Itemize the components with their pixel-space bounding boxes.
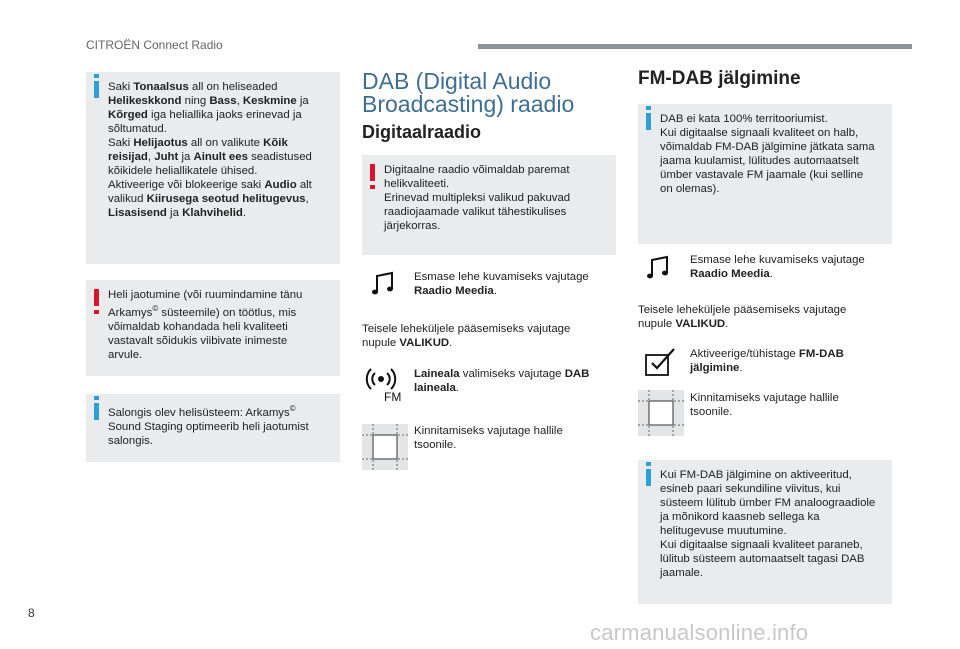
info-text: DAB ei kata 100% territooriumist. Kui digitaalse signaali kvaliteet on halb, võimaldab FM-DAB jälgimine jätkata sama jaama kuulamist, lülitudes automaatselt ümber vastavale FM jaamale (kui selline on olemas).: [660, 113, 875, 195]
warning-text: Digitaalne raadio võimaldab paremat helikvaliteeti. Erinevad multipleksi valikud pakuvad raadiojaamade valikut tähestikulises järjekorras.: [384, 164, 571, 232]
info-icon: [94, 403, 99, 420]
info-icon: [646, 469, 651, 486]
section-title-fm-dab: FM-DAB jälgimine: [638, 68, 801, 89]
warning-icon: [370, 164, 375, 181]
info-box-tone: [86, 72, 340, 264]
fm-label: FM: [384, 390, 402, 404]
warning-text: Heli jaotumine (või ruumindamine tänu Arkamys© süsteemile) on töötlus, mis võimaldab kohandada heli kvaliteeti vastavalt sõidukis viibivate inimeste arvule.: [108, 289, 303, 361]
step-options: Teisele leheküljele pääsemiseks vajutage nupule VALIKUD.: [362, 323, 571, 349]
grey-zone-icon[interactable]: [362, 424, 408, 470]
info-box-arkamys: [86, 394, 340, 462]
radio-waves-fm-icon[interactable]: [364, 364, 404, 404]
info-text: Salongis olev helisüsteem: Arkamys© Sound Staging optimeerib heli jaotumist salongis.: [108, 404, 309, 447]
header-title: CITROËN Connect Radio: [86, 38, 223, 52]
step-confirm: Kinnitamiseks vajutage hallile tsoonile.: [690, 392, 839, 418]
music-note-icon[interactable]: [370, 270, 398, 298]
header-bar: [478, 44, 912, 49]
warning-box-digital-radio: [362, 155, 616, 255]
warning-box-sound-distribution: [86, 280, 340, 376]
info-icon: [646, 113, 651, 130]
step-confirm: Kinnitamiseks vajutage hallile tsoonile.: [414, 425, 563, 451]
step-radio-media: Esmase lehe kuvamiseks vajutage Raadio Meedia.: [690, 254, 865, 280]
warning-icon: [94, 289, 99, 306]
section-title-dab: DAB (Digital Audio Broadcasting) raadio: [362, 68, 575, 117]
step-fm-dab-toggle: Aktiveerige/tühistage FM-DAB jälgimine.: [690, 348, 844, 374]
info-box-dab-coverage: [638, 104, 892, 244]
step-band: Laineala valimiseks vajutage DAB laineala.: [414, 368, 590, 394]
watermark: carmanualsonline.info: [590, 620, 809, 645]
info-icon: [94, 81, 99, 98]
page-number: 8: [28, 606, 35, 620]
info-text: Saki Tonaalsus all on heliseaded Helikeskkond ning Bass, Keskmine ja Kõrged iga heliallika jaoks erinevad ja sõltumatud. Saki Helijaotus all on valikute Kõik reisijad, Juht ja Ainult ees seadistused kõikidele heliallikatele ühised. Aktiveerige või blokeerige saki Audio alt valikud Kiirusega seotud helitugevus, Lisasisend ja Klahvihelid.: [108, 81, 312, 219]
subsection-title-digital-radio: Digitaalraadio: [362, 122, 482, 142]
step-options: Teisele leheküljele pääsemiseks vajutage nupule VALIKUD.: [638, 304, 847, 330]
info-box-fm-dab-delay: [638, 460, 892, 604]
info-text: Kui FM-DAB jälgimine on aktiveeritud, esineb paari sekundiline viivitus, kui süsteem lülitub ümber FM analoograadiole ja mõnikord kaasneb sellega ka helitugevuse muutumine. Kui digitaalse signaali kvaliteet paraneb, lülitub süsteem automaatselt tagasi DAB jaamale.: [660, 469, 876, 579]
grey-zone-icon[interactable]: [638, 390, 684, 436]
checkbox-icon[interactable]: [644, 345, 678, 377]
music-note-icon[interactable]: [645, 254, 673, 282]
step-radio-media: Esmase lehe kuvamiseks vajutage Raadio Meedia.: [414, 271, 589, 297]
